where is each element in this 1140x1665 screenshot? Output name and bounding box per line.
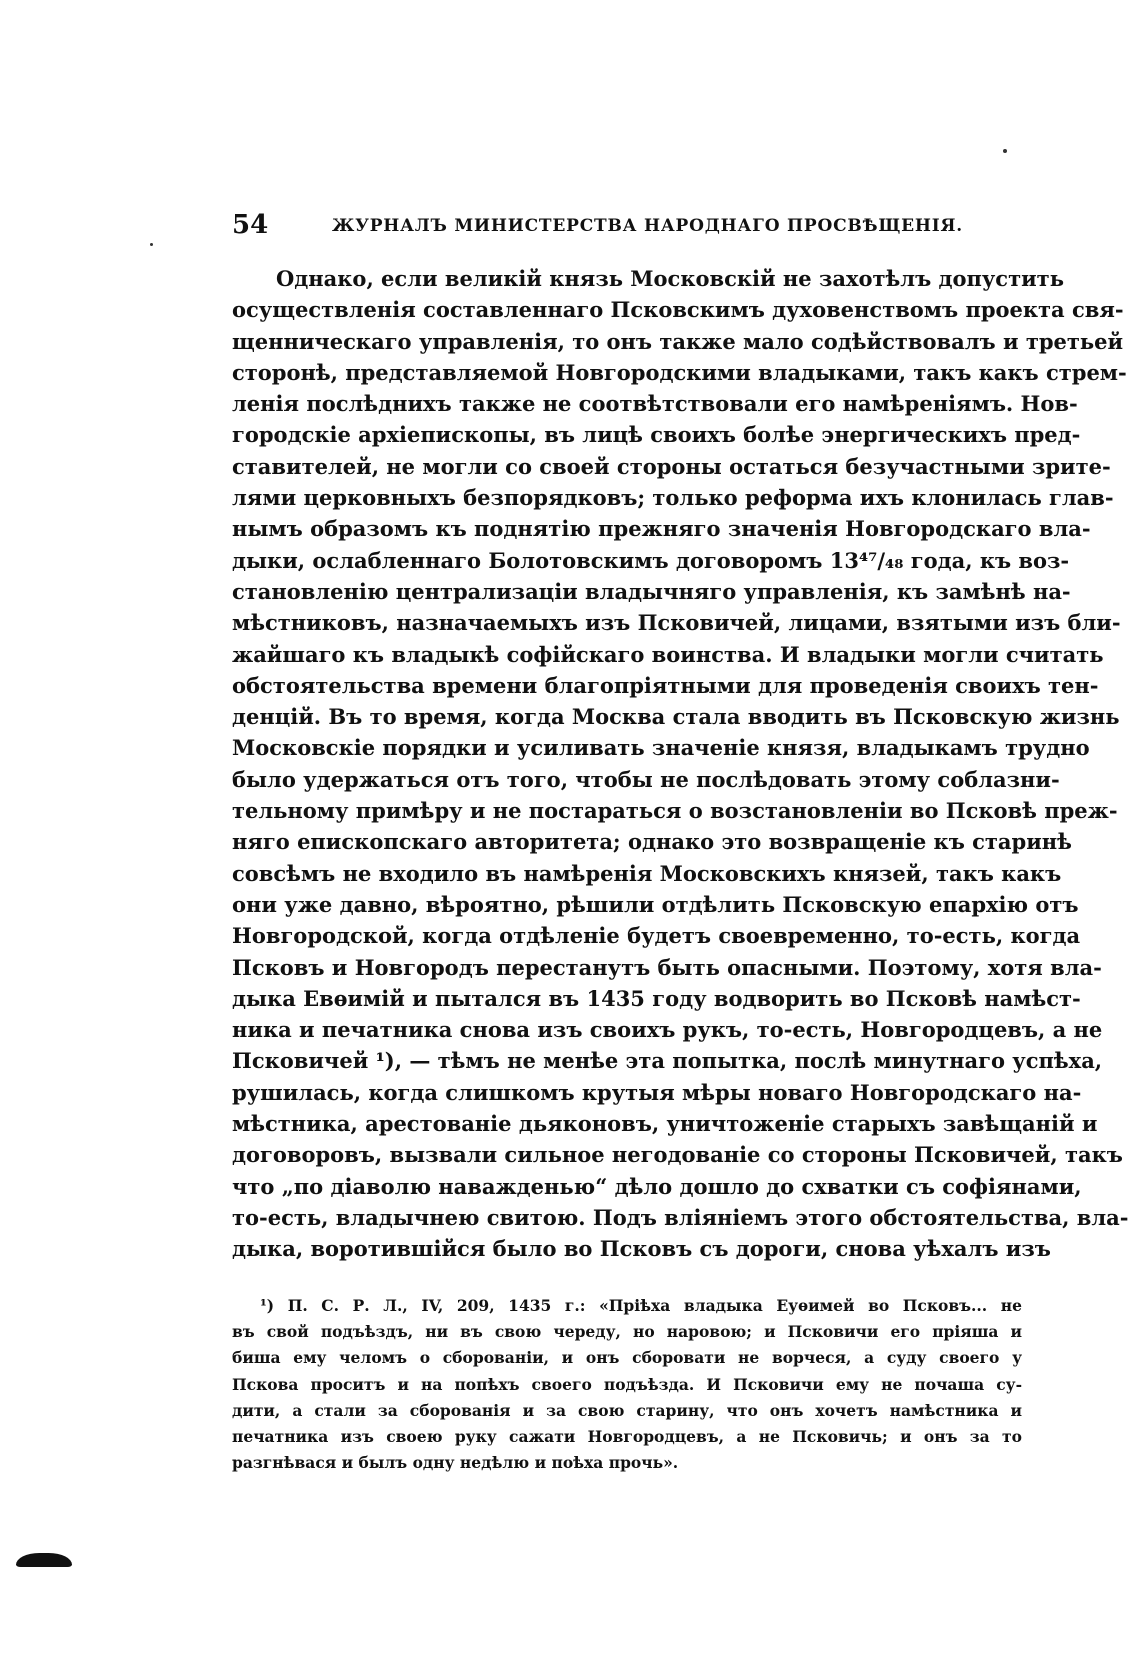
scan-artifact: [16, 1553, 72, 1567]
text-line: городскіе архіепископы, въ лицѣ своихъ болѣе энергическихъ пред-: [232, 422, 1081, 448]
text-line: было удержаться отъ того, чтобы не послѣдовать этому соблазни-: [232, 766, 1060, 792]
text-line: Однако, если великій князь Московскій не захотѣлъ допустить: [276, 266, 1064, 291]
running-title: ЖУРНАЛЪ МИНИСТЕРСТВА НАРОДНАГО ПРОСВѢЩЕНІЯ.: [332, 216, 964, 236]
text-line: они уже давно, вѣроятно, рѣшили отдѣлить Псковскую епархію отъ: [232, 891, 1079, 917]
text-line: ника и печатника снова изъ своихъ рукъ, то-есть, Новгородцевъ, а не: [232, 1017, 1103, 1043]
text-line: жайшаго къ владыкѣ софійскаго воинства. И владыки могли считать: [232, 641, 1104, 667]
footnote-line: разгнѣвася и былъ одну недѣлю и поѣха прочь».: [232, 1453, 679, 1473]
text-line: то-есть, владычнею свитою. Подъ вліяніемъ этого обстоятельства, вла-: [232, 1204, 1129, 1230]
text-line: дыка Евѳимій и пытался въ 1435 году водворить во Псковѣ намѣст-: [232, 985, 1081, 1011]
footnote-line: дити, а стали за сборованія и за свою старину, что онъ хочетъ намѣстника и: [232, 1400, 1022, 1420]
text-line: денцій. Въ то время, когда Москва стала вводить въ Псковскую жизнь: [232, 704, 1120, 730]
scan-speck: [150, 243, 153, 246]
text-line: няго епископскаго авторитета; однако это возвращеніе къ старинѣ: [232, 829, 1072, 855]
text-line: становленію централизаціи владычняго управленія, къ замѣнѣ на-: [232, 578, 1071, 604]
main-text: [232, 263, 1129, 1265]
footnote-line: Пскова проситъ и на попѣхъ своего подъѣзда. И Псковичи ему не почаша су-: [232, 1374, 1022, 1394]
text-line: тельному примѣру и не постараться о возстановленіи во Псковѣ преж-: [232, 798, 1118, 824]
text-line: нымъ образомъ къ поднятію прежняго значенія Новгородскаго вла-: [232, 516, 1091, 542]
text-line: дыки, ослабленнаго Болотовскимъ договоромъ 13⁴⁷/₄₈ года, къ воз-: [232, 547, 1070, 573]
text-line: ставителей, не могли со своей стороны остаться безучастными зрите-: [232, 453, 1111, 479]
text-line: Московскіе порядки и усиливать значеніе князя, владыкамъ трудно: [232, 735, 1090, 761]
text-line: договоровъ, вызвали сильное негодованіе со стороны Псковичей, такъ: [232, 1142, 1123, 1168]
footnote: [232, 1293, 1022, 1476]
text-line: щенническаго управленія, то онъ также мало содѣйствовалъ и третьей: [232, 328, 1124, 354]
text-line: мѣстника, арестованіе дьяконовъ, уничтоженіе старыхъ завѣщаній и: [232, 1111, 1098, 1137]
page-number: 54: [232, 210, 269, 240]
footnote-line: ¹) П. С. Р. Л., IV, 209, 1435 г.: «Пріѣха владыка Еуѳимей во Псковъ... не: [260, 1296, 1022, 1315]
text-line: дыка, воротившійся было во Псковъ съ дороги, снова уѣхалъ изъ: [232, 1236, 1051, 1262]
text-line: Псковичей ¹), — тѣмъ не менѣе эта попытка, послѣ минутнаго успѣха,: [232, 1048, 1103, 1074]
text-line: сторонѣ, представляемой Новгородскими владыками, такъ какъ стрем-: [232, 359, 1127, 385]
text-line: совсѣмъ не входило въ намѣренія Московскихъ князей, такъ какъ: [232, 860, 1062, 886]
text-line: обстоятельства времени благопріятными для проведенія своихъ тен-: [232, 672, 1099, 698]
text-line: ленія послѣднихъ также не соотвѣтствовали его намѣреніямъ. Нов-: [232, 391, 1078, 417]
text-line: рушилась, когда слишкомъ крутыя мѣры новаго Новгородскаго на-: [232, 1079, 1082, 1105]
text-line: осуществленія составленнаго Псковскимъ духовенствомъ проекта свя-: [232, 297, 1124, 323]
text-line: что „по діаволю наважденью“ дѣло дошло до схватки съ софіянами,: [232, 1173, 1082, 1199]
page-header: [232, 210, 1022, 250]
footnote-line: печатника изъ своею руку сажати Новгородцевъ, а не Псковичь; и онъ за то: [232, 1427, 1022, 1447]
text-line: лями церковныхъ безпорядковъ; только реформа ихъ клонилась глав-: [232, 485, 1114, 511]
footnote-line: въ свой подъѣздъ, ни въ свою череду, но наровою; и Псковичи его пріяша и: [232, 1322, 1022, 1342]
footnote-line: биша ему челомъ о сборованіи, и онъ сборовати не ворчеся, а суду своего у: [232, 1348, 1022, 1368]
text-line: Псковъ и Новгородъ перестанутъ быть опасными. Поэтому, хотя вла-: [232, 954, 1102, 980]
scan-speck: [1003, 149, 1007, 153]
text-line: мѣстниковъ, назначаемыхъ изъ Псковичей, лицами, взятыми изъ бли-: [232, 610, 1121, 636]
text-line: Новгородской, когда отдѣленіе будетъ своевременно, то-есть, когда: [232, 923, 1081, 949]
